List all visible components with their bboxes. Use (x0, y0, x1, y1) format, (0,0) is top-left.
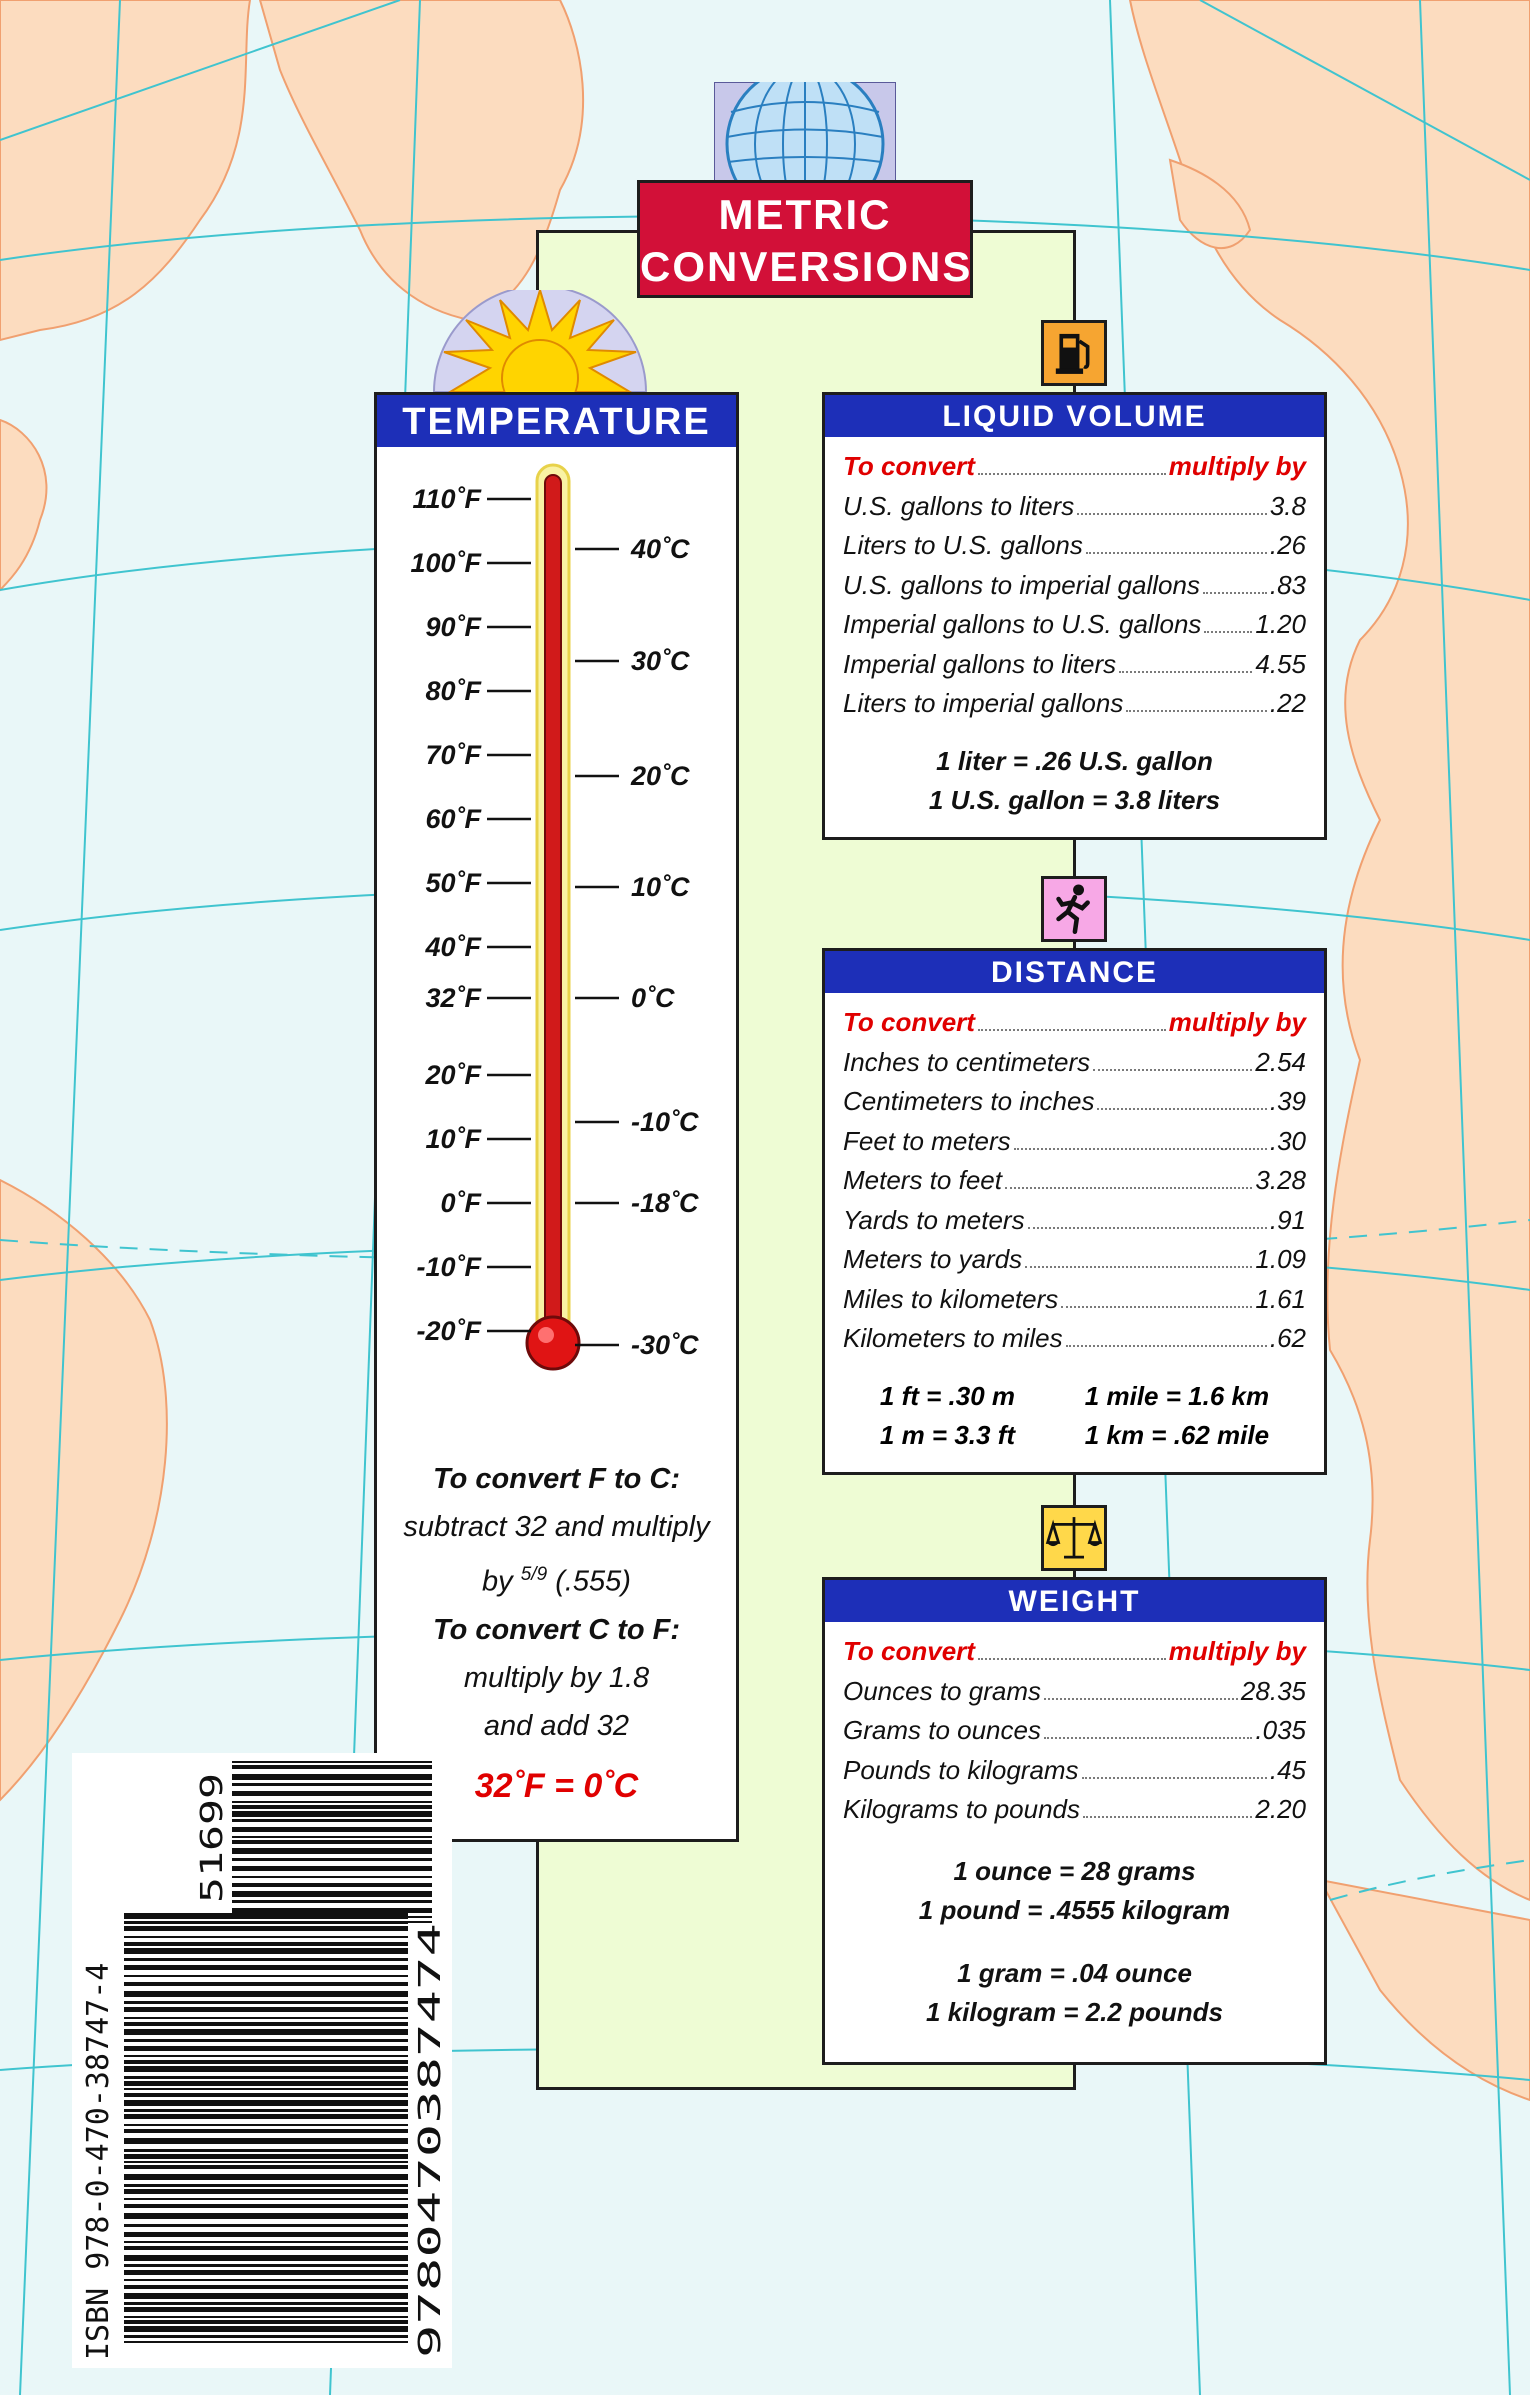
barcode-bar (124, 2076, 408, 2079)
barcode-bar (124, 1965, 408, 1970)
scales-icon (1041, 1505, 1107, 1571)
barcode-bar (124, 2285, 408, 2289)
barcode-bar (232, 1819, 432, 1822)
barcode-bar (124, 2100, 408, 2106)
c-tick-label: 20˚C (631, 761, 690, 791)
barcode-bar (124, 1975, 408, 1977)
f-tick-label: 70˚F (425, 740, 481, 770)
barcode-bar (232, 1761, 432, 1763)
f-tick-label: 100˚F (410, 548, 481, 578)
barcode-bar (124, 2189, 408, 2194)
fuel-pump-icon (1041, 320, 1107, 386)
barcode-bar (124, 2039, 408, 2042)
weight-note: 1 ounce = 28 grams (953, 1855, 1196, 1886)
barcode-bar (124, 2341, 408, 2343)
barcode-bar (232, 1921, 432, 1923)
barcode-bar (124, 2154, 408, 2159)
fraction: 5/9 (520, 1564, 548, 1585)
table-row: U.S. gallons to liters 3.8 (843, 490, 1306, 521)
table-row: Meters to yards 1.09 (843, 1244, 1306, 1274)
f-tick-label: 80˚F (425, 676, 481, 706)
barcode-bar (232, 1866, 432, 1871)
barcode-bar (124, 2129, 408, 2133)
barcode-bar (124, 2326, 408, 2332)
barcode-bar (124, 2088, 408, 2090)
sun-icon (430, 290, 650, 392)
barcode-bar (124, 2081, 408, 2086)
distance-panel (822, 948, 1327, 1475)
barcode-bar (124, 1936, 408, 1938)
barcode-bar (124, 2060, 408, 2064)
barcode-bar (232, 1783, 432, 1786)
distance-note: 1 mile = 1.6 km (1084, 1380, 1270, 1411)
weight-note: 1 gram = .04 ounce (957, 1957, 1192, 1988)
barcode-bar (124, 1958, 408, 1961)
title-line-2: CONVERSIONS (640, 243, 973, 290)
freezing-equivalence: 32˚F = 0˚C (474, 1766, 639, 1805)
weight-heading: WEIGHT (825, 1580, 1324, 1622)
temperature-heading: TEMPERATURE (377, 395, 736, 447)
globe-icon (714, 82, 896, 190)
table-row: U.S. gallons to imperial gallons .83 (843, 569, 1306, 600)
title-line-1: METRIC (718, 191, 892, 238)
f-tick-label: 90˚F (425, 612, 481, 642)
barcode-bar (232, 1891, 432, 1897)
temperature-panel (374, 392, 739, 1842)
liquid-volume-panel (822, 392, 1327, 840)
barcode-bar (124, 2066, 408, 2072)
barcode-bar (232, 1876, 432, 1878)
barcode-bar (124, 2022, 408, 2026)
table-row: Imperial gallons to U.S. gallons 1.20 (843, 609, 1306, 639)
barcode-bar (124, 2029, 408, 2035)
barcode-bar (124, 2017, 408, 2019)
table-row: Imperial gallons to liters 4.55 (843, 648, 1306, 679)
barcode-bar (124, 2198, 408, 2200)
f-tick-label: 60˚F (425, 804, 481, 834)
barcode-bar (124, 2138, 408, 2144)
f-to-c-line1: subtract 32 and multiply (403, 1511, 710, 1543)
barcode-bar (124, 2161, 408, 2163)
table-row: Kilograms to pounds 2.20 (843, 1794, 1306, 1824)
table-header: To convert multiply by (843, 451, 1306, 481)
c-tick-label: 40˚C (631, 534, 690, 564)
barcode-bar (232, 1916, 432, 1918)
barcode-bar (124, 2246, 408, 2250)
weight-note: 1 pound = .4555 kilogram (918, 1894, 1231, 1925)
barcode-bar (232, 1883, 432, 1887)
barcode-bar (232, 1801, 432, 1803)
c-to-f-title: To convert C to F: (432, 1613, 681, 1646)
table-row: Ounces to grams 28.35 (843, 1675, 1306, 1706)
distance-note: 1 ft = .30 m (879, 1380, 1016, 1411)
volume-note: 1 liter = .26 U.S. gallon (936, 745, 1213, 776)
addon-digits: 51699 (195, 1812, 230, 1903)
barcode-bar (124, 2302, 408, 2305)
barcode-bar (232, 1827, 432, 1832)
barcode-bar (124, 2055, 408, 2057)
table-row: Pounds to kilograms .45 (843, 1754, 1306, 1785)
f-to-c-by: by (482, 1565, 513, 1598)
f-tick-label: 20˚F (425, 1060, 481, 1090)
barcode-bar (124, 2165, 408, 2169)
barcode-bar (124, 2213, 408, 2219)
c-tick-label: -30˚C (631, 1330, 699, 1360)
barcode-bar (124, 1948, 408, 1954)
table-row: Inches to centimeters 2.54 (843, 1046, 1306, 1077)
f-tick-label: 50˚F (425, 868, 481, 898)
f-to-c-decimal: (.555) (555, 1565, 631, 1598)
barcode-bar (124, 2335, 408, 2338)
table-row: Liters to imperial gallons .22 (843, 688, 1306, 718)
barcode-bar (124, 2204, 408, 2208)
barcode-bar (124, 2307, 408, 2312)
weight-panel (822, 1577, 1327, 2065)
barcode-bar (232, 1791, 432, 1796)
distance-heading: DISTANCE (825, 951, 1324, 993)
table-row: Yards to meters .91 (843, 1204, 1306, 1235)
table-row: Kilometers to miles .62 (843, 1323, 1306, 1353)
c-tick-label: -18˚C (631, 1188, 699, 1218)
table-header: To convert multiply by (843, 1007, 1306, 1037)
table-row: Miles to kilometers 1.61 (843, 1283, 1306, 1314)
barcode-bar (124, 2114, 408, 2119)
c-tick-label: 10˚C (631, 872, 690, 902)
barcode-bar (124, 2093, 408, 2097)
table-row: Liters to U.S. gallons .26 (843, 530, 1306, 560)
c-tick-label: 0˚C (631, 983, 675, 1013)
f-tick-label: -10˚F (416, 1252, 481, 1282)
f-to-c-title: To convert F to C: (432, 1463, 681, 1495)
isbn-text: ISBN 978-0-470-38747-4 (81, 1962, 116, 2360)
barcode-bar (124, 1991, 408, 1997)
barcode-bar (232, 1811, 432, 1817)
volume-note: 1 U.S. gallon = 3.8 liters (928, 784, 1221, 815)
barcode-bar (232, 1836, 432, 1838)
distance-note: 1 m = 3.3 ft (879, 1419, 1016, 1450)
barcode-bar (124, 2149, 408, 2152)
barcode-bar (124, 2270, 408, 2275)
table-row: Centimeters to inches .39 (843, 1086, 1306, 1116)
barcode (72, 1753, 452, 2368)
barcode-bar (124, 2001, 408, 2004)
barcode-bar (124, 2124, 408, 2126)
table-row: Grams to ounces .035 (843, 1715, 1306, 1745)
barcode-bar (124, 2109, 408, 2112)
f-tick-label: 40˚F (425, 932, 481, 962)
barcode-bar (124, 2007, 408, 2012)
f-tick-label: 10˚F (425, 1124, 481, 1154)
barcode-bar (232, 1774, 432, 1780)
barcode-bar (232, 1858, 432, 1861)
table-header: To convert multiply by (843, 1636, 1306, 1666)
barcode-bar (124, 2232, 408, 2237)
barcode-bar (232, 1900, 432, 1903)
weight-note: 1 kilogram = 2.2 pounds (926, 1996, 1223, 2027)
distance-note: 1 km = .62 mile (1084, 1419, 1270, 1450)
c-to-f-line2: and add 32 (483, 1709, 630, 1742)
runner-icon (1041, 876, 1107, 942)
barcode-bar (124, 1982, 408, 1986)
title-banner (637, 180, 973, 298)
liquid-volume-heading: LIQUID VOLUME (825, 395, 1324, 437)
f-tick-label: 32˚F (425, 983, 481, 1013)
barcode-bar (124, 2184, 408, 2187)
barcode-bar (124, 2046, 408, 2051)
barcode-bar (124, 2224, 408, 2227)
barcode-bar (232, 1805, 432, 1809)
table-row: Meters to feet 3.28 (843, 1165, 1306, 1195)
barcode-bar (124, 2320, 408, 2324)
c-tick-label: 30˚C (631, 646, 690, 676)
barcode-bar (124, 1942, 408, 1946)
table-row: Feet to meters .30 (843, 1125, 1306, 1156)
barcode-bar (124, 2241, 408, 2243)
f-tick-label: 110˚F (412, 484, 481, 514)
f-tick-label: 0˚F (440, 1188, 481, 1218)
f-tick-label: -20˚F (416, 1316, 481, 1346)
barcode-bar (124, 2293, 408, 2299)
thermometer (377, 451, 736, 1451)
barcode-bar (232, 1765, 432, 1769)
barcode-bar (124, 2316, 408, 2318)
barcode-bar (124, 1926, 408, 1931)
barcode-bar (232, 1848, 432, 1854)
c-tick-label: -10˚C (631, 1107, 699, 1137)
barcode-bar (124, 2174, 408, 2180)
barcode-bar (124, 2255, 408, 2261)
barcode-bar (232, 1908, 432, 1913)
ean-digits: 9780470387474 (413, 2123, 448, 2358)
barcode-bar (124, 2279, 408, 2281)
c-to-f-line1: multiply by 1.8 (463, 1661, 650, 1694)
barcode-bar (232, 1840, 432, 1844)
barcode-bar (124, 2264, 408, 2267)
